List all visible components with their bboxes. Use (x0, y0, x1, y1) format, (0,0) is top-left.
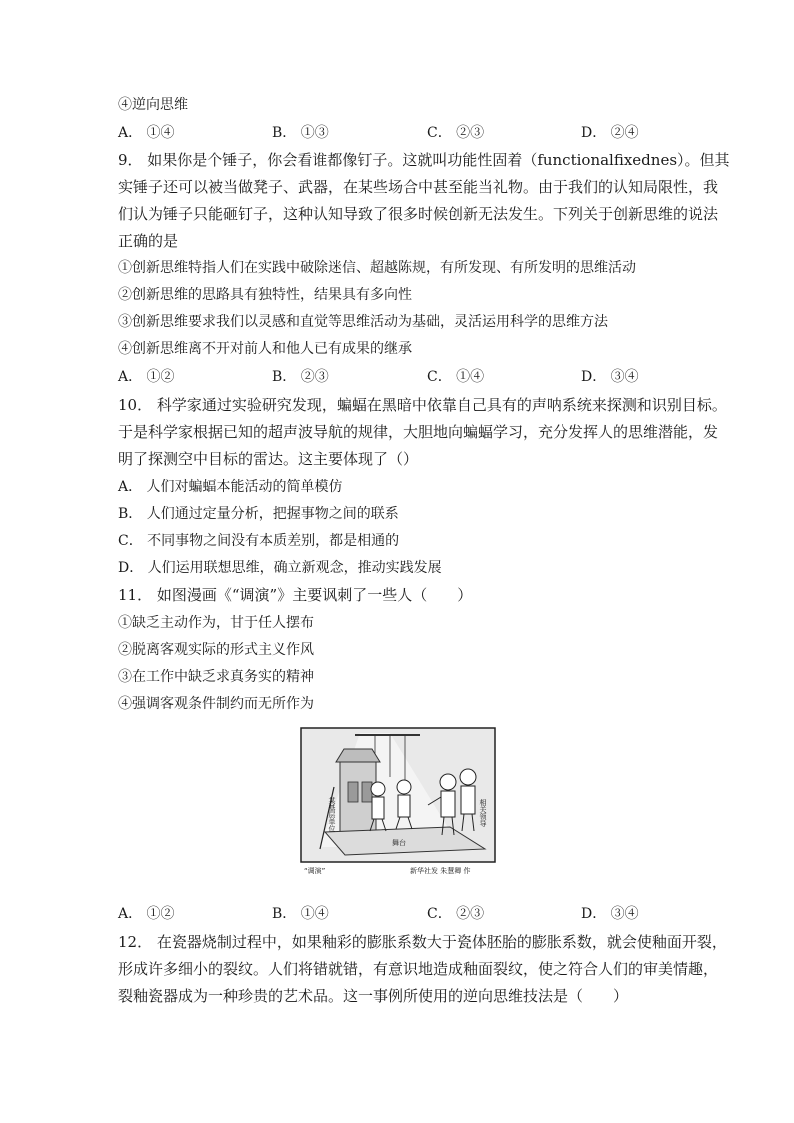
q9-item-2: ②创新思维的思路具有独特性，结果具有多向性 (118, 287, 412, 303)
q9-item-4: ④创新思维离不开对前人和他人已有成果的继承 (118, 341, 412, 357)
q11-option-c: C． ②③ (427, 906, 485, 922)
q8-option-b: B． ①③ (272, 125, 329, 141)
q8-option-c: C． ②③ (427, 125, 485, 141)
q11-option-a: A． ①② (118, 906, 175, 922)
cartoon-floor-text: 舞台 (392, 839, 406, 847)
q9-item-3: ③创新思维要求我们以灵感和直觉等思维活动为基础，灵活运用科学的思维方法 (118, 314, 608, 330)
cartoon-left-caption: “调演” (304, 867, 326, 875)
q8-option-a: A． ①④ (118, 125, 175, 141)
q9-option-c: C． ①④ (427, 369, 485, 385)
q12-stem-line-2: 形成许多细小的裂纹。人们将错就错，有意识地造成釉面裂纹，使之符合人们的审美情趣， (118, 960, 719, 978)
q11-option-d: D． ③④ (581, 906, 639, 922)
q8-item-4: ④逆向思维 (118, 97, 188, 113)
cartoon-sign-left: 某基层单位 (328, 797, 336, 832)
q9-option-d: D． ③④ (581, 369, 639, 385)
q10-option-a: A． 人们对蝙蝠本能活动的简单模仿 (118, 479, 343, 495)
q8-option-d: D． ②④ (581, 125, 639, 141)
q9-stem-line-4: 正确的是 (118, 232, 179, 250)
q10-stem-line-1: 10． 科学家通过实验研究发现，蝙蝠在黑暗中依靠自己具有的声呐系统来探测和识别目标。 (118, 396, 727, 414)
q11-option-b: B． ①④ (272, 906, 329, 922)
q10-stem-line-3: 明了探测空中目标的雷达。这主要体现了（） (118, 450, 419, 468)
q9-option-b: B． ②③ (272, 369, 329, 385)
q11-item-3: ③在工作中缺乏求真务实的精神 (118, 669, 314, 685)
q9-stem-line-2: 实锤子还可以被当做凳子、武器，在某些场合中甚至能当礼物。由于我们的认知局限性，我 (118, 178, 719, 196)
q10-stem-line-2: 于是科学家根据已知的超声波导航的规律，大胆地向蝙蝠学习，充分发挥人的思维潜能，发 (118, 423, 719, 441)
q10-option-b: B． 人们通过定量分析，把握事物之间的联系 (118, 506, 399, 522)
q9-option-a: A． ①② (118, 369, 175, 385)
q11-item-4: ④强调客观条件制约而无所作为 (118, 696, 314, 712)
q11-stem: 11． 如图漫画《“调演”》主要讽刺了一些人（ ） (118, 586, 473, 604)
q9-stem-line-1: 9． 如果你是个锤子，你会看谁都像钉子。这就叫功能性固着（functionalfixednes）。但其 (118, 151, 730, 169)
q11-item-2: ②脱离客观实际的形式主义作风 (118, 642, 314, 658)
q11-item-1: ①缺乏主动作为，甘于任人摆布 (118, 615, 314, 631)
q10-option-d: D． 人们运用联想思维，确立新观念，推动实践发展 (118, 560, 442, 576)
q12-stem-line-1: 12． 在瓷器烧制过程中，如果釉彩的膨胀系数大于瓷体胚胎的膨胀系数，就会使釉面开裂， (118, 933, 727, 951)
q10-option-c: C． 不同事物之间没有本质差别，都是相通的 (118, 533, 400, 549)
q9-stem-line-3: 们认为锤子只能砸钉子，这种认知导致了很多时候创新无法发生。下列关于创新思维的说法 (118, 205, 719, 223)
cartoon-right-caption: 新华社发 朱慧卿 作 (410, 867, 471, 875)
cartoon-sign-right: 相关领导 (479, 799, 487, 827)
q12-stem-line-3: 裂釉瓷器成为一种珍贵的艺术品。这一事例所使用的逆向思维技法是（ ） (118, 987, 629, 1005)
cartoon-diaoyan (300, 727, 496, 877)
q9-item-1: ①创新思维特指人们在实践中破除迷信、超越陈规，有所发现、有所发明的思维活动 (118, 260, 636, 276)
